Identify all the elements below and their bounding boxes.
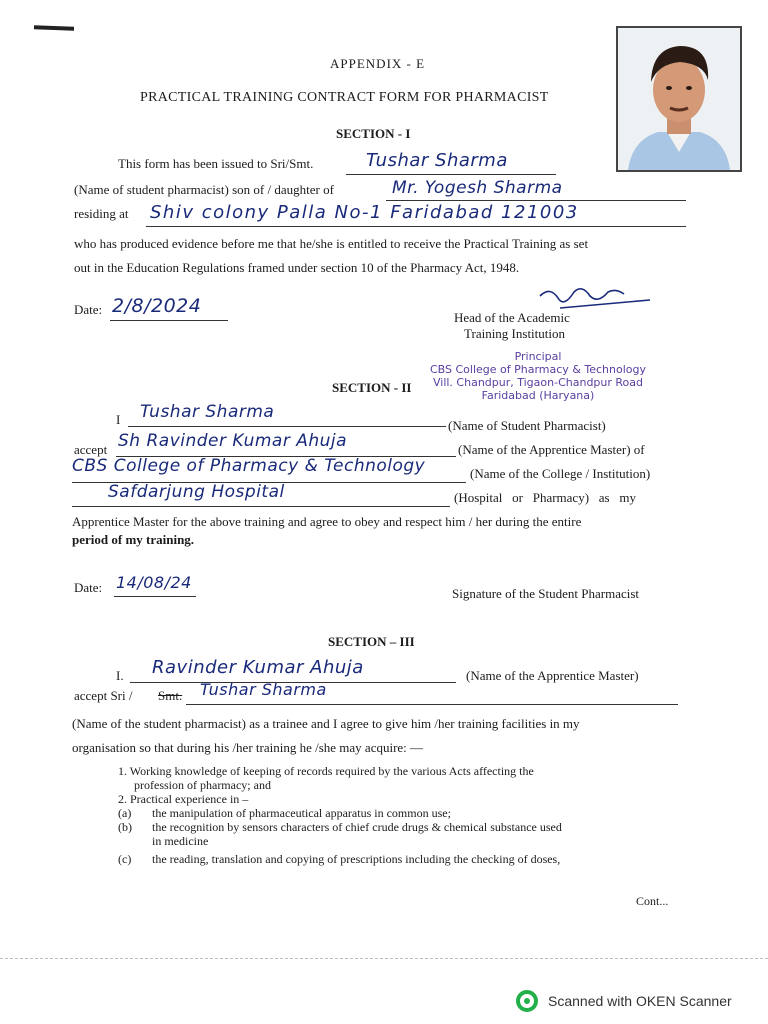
s3-sub-c-label: (c) bbox=[118, 852, 132, 866]
s3-item-1-text-a: Working knowledge of keeping of records required by the various Acts affecting the bbox=[129, 764, 534, 778]
section-2-heading: SECTION - II bbox=[332, 380, 412, 395]
s2-date-value: 14/08/24 bbox=[116, 573, 192, 592]
scanner-text: Scanned with OKEN Scanner bbox=[548, 993, 732, 1009]
s2-period-line: period of my training. bbox=[72, 532, 195, 547]
s2-hospital-label: (Hospital or Pharmacy) as my bbox=[454, 490, 636, 505]
stamp-line-4: Faridabad (Haryana) bbox=[481, 389, 595, 402]
form-title: PRACTICAL TRAINING CONTRACT FORM FOR PHARMACIST bbox=[140, 90, 549, 105]
s3-sub-c-text: the reading, translation and copying of prescriptions including the checking of doses, bbox=[152, 852, 561, 866]
s2-date-label: Date: bbox=[74, 580, 103, 595]
s1-student-name: Tushar Sharma bbox=[366, 150, 508, 171]
s3-master-label: (Name of the Apprentice Master) bbox=[466, 668, 639, 683]
section-3-heading: SECTION – III bbox=[328, 634, 415, 649]
s1-parent-name-field bbox=[386, 178, 686, 201]
s1-evidence-line: who has produced evidence before me that he/she is entitled to receive the Practical Training as set bbox=[74, 236, 589, 251]
s1-head-label-2: Training Institution bbox=[464, 326, 566, 341]
s3-organisation-line: organisation so that during his /her training he /she may acquire: — bbox=[72, 740, 424, 755]
s2-hospital-name: Safdarjung Hospital bbox=[108, 482, 285, 502]
s1-date-label: Date: bbox=[74, 302, 103, 317]
section-1-heading: SECTION - I bbox=[336, 126, 411, 141]
s1-date-value: 2/8/2024 bbox=[112, 295, 202, 317]
s2-master-label: (Name of the Apprentice Master) of bbox=[458, 442, 645, 457]
scanner-badge bbox=[516, 990, 732, 1012]
oken-scanner-logo-icon bbox=[516, 990, 542, 1012]
appendix-label: APPENDIX - E bbox=[330, 56, 426, 71]
s3-sub-a-label: (a) bbox=[118, 806, 132, 820]
s1-address: Shiv colony Palla No-1 Faridabad 121003 bbox=[150, 202, 579, 223]
s1-head-label-1: Head of the Academic bbox=[454, 310, 570, 325]
person-photo-icon bbox=[618, 28, 740, 170]
s2-student-name-field bbox=[128, 402, 446, 427]
s3-item-2: 2. Practical experience in – bbox=[118, 792, 249, 806]
stamp-line-1: Principal bbox=[514, 350, 562, 363]
s2-college-label: (Name of the College / Institution) bbox=[470, 466, 651, 481]
s3-item-1-num: 1. bbox=[118, 764, 127, 778]
s1-regulations-line: out in the Education Regulations framed under section 10 of the Pharmacy Act, 1948. bbox=[74, 260, 520, 275]
s2-college-name: CBS College of Pharmacy & Technology bbox=[72, 456, 426, 476]
s3-i-prefix: I. bbox=[116, 668, 124, 683]
s2-master-name-field bbox=[116, 430, 456, 457]
continued-note: Cont... bbox=[636, 894, 669, 908]
s3-item-1-text-b: profession of pharmacy; and bbox=[134, 778, 271, 792]
s1-student-name-field bbox=[346, 150, 556, 175]
s2-master-name: Sh Ravinder Kumar Ahuja bbox=[118, 431, 348, 451]
s3-master-name-field bbox=[130, 656, 456, 683]
s3-trainee-line: (Name of the student pharmacist) as a trainee and I agree to give him /her training facilities in my bbox=[72, 716, 580, 731]
stamp-line-2: CBS College of Pharmacy & Technology bbox=[429, 363, 647, 376]
s2-obey-line: Apprentice Master for the above training and agree to obey and respect him / her during the entire bbox=[72, 514, 582, 529]
s2-student-name: Tushar Sharma bbox=[140, 402, 275, 422]
s3-accept-prefix: accept Sri / bbox=[74, 688, 133, 703]
s1-parent-name: Mr. Yogesh Sharma bbox=[392, 178, 563, 198]
s2-accept-prefix: accept bbox=[74, 442, 108, 457]
s3-sub-c bbox=[118, 852, 688, 866]
corner-mark bbox=[34, 25, 74, 30]
s1-date-field bbox=[110, 294, 228, 321]
s2-hospital-name-field bbox=[72, 482, 450, 507]
s1-address-field bbox=[146, 200, 686, 227]
s3-sub-b-text-1: the recognition by sensors characters of chief crude drugs & chemical substance used bbox=[152, 820, 562, 834]
s2-i-prefix: I bbox=[116, 412, 121, 427]
s2-college-name-field bbox=[72, 454, 466, 483]
s2-student-label: (Name of Student Pharmacist) bbox=[448, 418, 606, 433]
page-bottom-rule bbox=[0, 958, 768, 960]
stamp-line-3: Vill. Chandpur, Tigaon-Chandpur Road bbox=[432, 376, 643, 389]
s1-parent-label: (Name of student pharmacist) son of / daughter of bbox=[74, 182, 334, 197]
s3-list bbox=[118, 764, 688, 866]
s3-student-name: Tushar Sharma bbox=[200, 680, 327, 699]
s3-smt-struck: Smt. bbox=[158, 688, 183, 703]
s3-sub-b bbox=[118, 820, 688, 834]
s3-sub-a-text: the manipulation of pharmaceutical apparatus in common use; bbox=[152, 806, 451, 820]
s3-sub-b-text-2: in medicine bbox=[152, 834, 209, 848]
s3-master-name: Ravinder Kumar Ahuja bbox=[152, 657, 364, 678]
s3-sub-a bbox=[118, 806, 688, 820]
s3-student-name-field bbox=[186, 680, 678, 705]
s2-date-field bbox=[114, 572, 196, 597]
s1-issued-label: This form has been issued to Sri/Smt. bbox=[118, 156, 314, 171]
institution-stamp bbox=[428, 350, 648, 402]
s3-item-1 bbox=[118, 764, 688, 778]
s3-sub-b-label: (b) bbox=[118, 820, 132, 834]
passport-photo bbox=[616, 26, 742, 172]
s2-signature-label: Signature of the Student Pharmacist bbox=[452, 586, 640, 601]
s1-residing-label: residing at bbox=[74, 206, 129, 221]
